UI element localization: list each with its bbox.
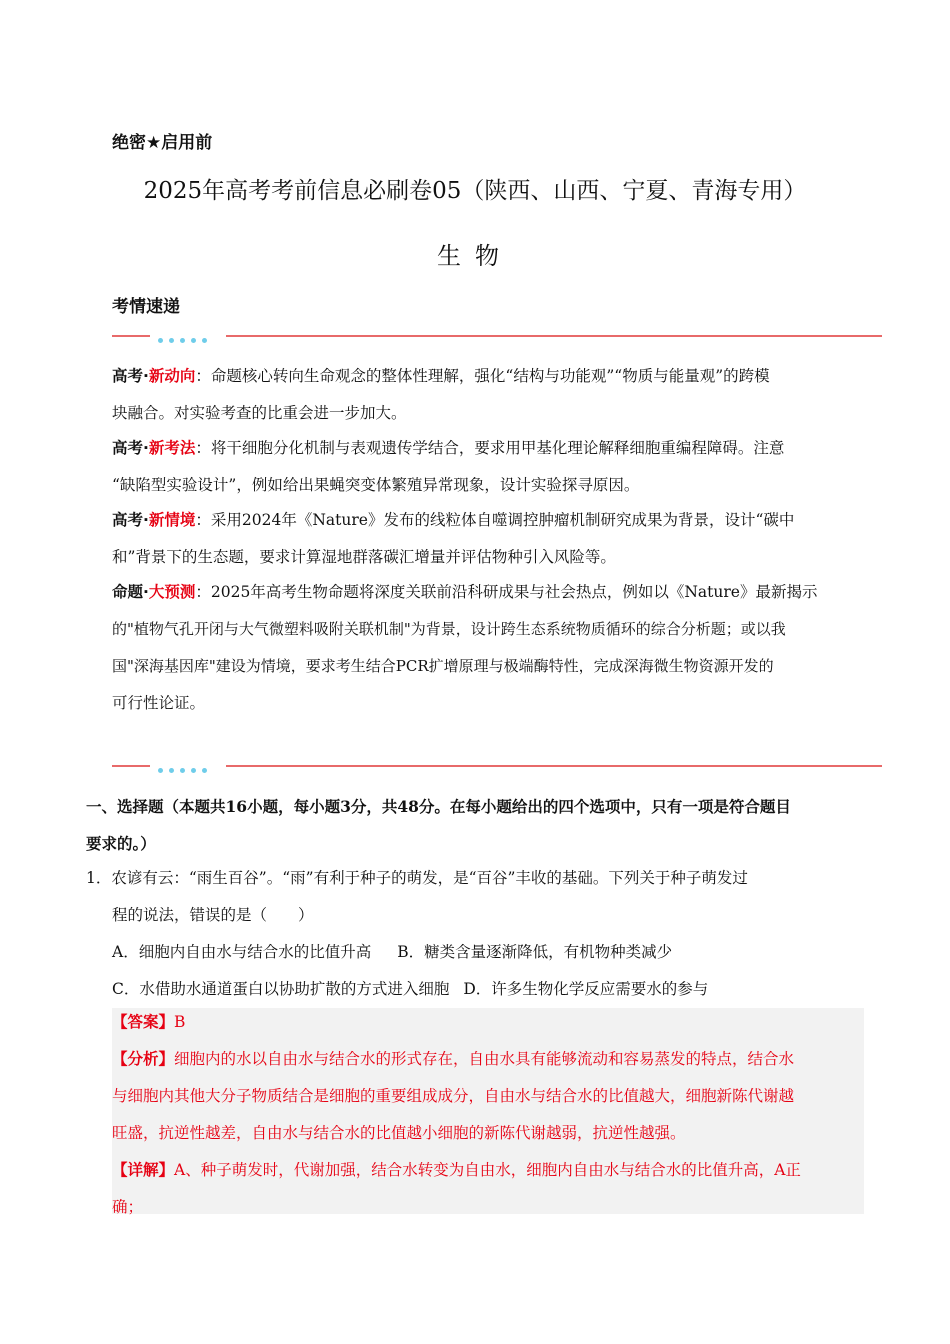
page-title: 2025年高考考前信息必刷卷05（陕西、山西、宁夏、青海专用） bbox=[143, 178, 807, 204]
item-prefix: 高考· bbox=[112, 367, 149, 385]
kaoqing-item-trend bbox=[112, 358, 872, 432]
item-text: “缺陷型实验设计”，例如给出果蝇突变体繁殖异常现象，设计实验探寻原因。 bbox=[112, 476, 640, 494]
item-text: 国"深海基因库"建设为情境，要求考生结合PCR扩增原理与极端酶特性，完成深海微生物资源开发的 bbox=[112, 657, 774, 675]
subject-title: 生物 bbox=[437, 242, 513, 270]
item-prefix: 高考· bbox=[112, 511, 149, 529]
kaoqing-heading: 考情速递 bbox=[112, 297, 180, 317]
question-number: 1． bbox=[86, 869, 112, 887]
option-a: A．细胞内自由水与结合水的比值升高 bbox=[112, 943, 372, 961]
analysis-tag: 【分析】 bbox=[112, 1050, 175, 1068]
secret-label: 绝密★启用前 bbox=[112, 133, 213, 153]
item-prefix: 命题· bbox=[112, 583, 149, 601]
options-row-1 bbox=[86, 934, 876, 971]
option-d: D．许多生物化学反应需要水的参与 bbox=[463, 980, 709, 998]
item-text: 将干细胞分化机制与表观遗传学结合，要求用甲基化理论解释细胞重编程障碍。注意 bbox=[210, 439, 785, 457]
answer-value: B bbox=[174, 1013, 186, 1031]
item-text: 可行性论证。 bbox=[112, 694, 206, 712]
item-text: 的"植物气孔开闭与大气微塑料吸附关联机制"为背景，设计跨生态系统物质循环的综合分析题；或以我 bbox=[112, 620, 786, 638]
item-colon: ： bbox=[195, 367, 211, 385]
section-heading: 一、选择题（本题共16小题，每小题3分，共48分。在每小题给出的四个选项中，只有一项是符合题目 要求的。） bbox=[86, 797, 791, 853]
detail-text: A、种子萌发时，代谢加强，结合水转变为自由水，细胞内自由水与结合水的比值升高，A正 bbox=[174, 1161, 801, 1179]
item-text: 和”背景下的生态题，要求计算湿地群落碳汇增量并评估物种引入风险等。 bbox=[112, 548, 616, 566]
item-text: 采用2024年《Nature》发布的线粒体自噬调控肿瘤机制研究成果为背景，设计“碳中 bbox=[210, 511, 795, 529]
kaoqing-item-method bbox=[112, 430, 872, 504]
detail-tag: 【详解】 bbox=[112, 1161, 175, 1179]
kaoqing-item-prediction bbox=[112, 574, 877, 722]
item-colon: ： bbox=[195, 439, 211, 457]
item-colon: ： bbox=[195, 511, 211, 529]
detail-text: 确； bbox=[112, 1198, 144, 1216]
question-1 bbox=[86, 860, 876, 1008]
question-stem: 农谚有云：“雨生百谷”。“雨”有利于种子的萌发，是“百谷”丰收的基础。下列关于种子萌发过 bbox=[111, 869, 748, 887]
section-divider bbox=[112, 760, 882, 772]
analysis-text: 与细胞内其他大分子物质结合是细胞的重要组成成分，自由水与结合水的比值越大，细胞新陈代谢越 bbox=[112, 1087, 795, 1105]
kaoqing-item-context bbox=[112, 502, 872, 576]
item-label: 新动向 bbox=[148, 367, 196, 385]
options-row-2 bbox=[86, 971, 876, 1008]
item-label: 新情境 bbox=[148, 511, 196, 529]
question-stem: 程的说法，错误的是（ ） bbox=[112, 906, 314, 924]
item-prefix: 高考· bbox=[112, 439, 149, 457]
item-text: 命题核心转向生命观念的整体性理解，强化“结构与功能观”“物质与能量观”的跨模 bbox=[210, 367, 770, 385]
option-c: C．水借助水通道蛋白以协助扩散的方式进入细胞 bbox=[112, 980, 450, 998]
section-divider bbox=[112, 330, 882, 342]
answer-content bbox=[112, 1004, 864, 1226]
item-colon: ： bbox=[195, 583, 211, 601]
option-b: B．糖类含量逐渐降低，有机物种类减少 bbox=[397, 943, 673, 961]
analysis-text: 旺盛，抗逆性越差，自由水与结合水的比值越小细胞的新陈代谢越弱，抗逆性越强。 bbox=[112, 1124, 686, 1142]
item-text: 块融合。对实验考查的比重会进一步加大。 bbox=[112, 404, 407, 422]
item-label: 新考法 bbox=[148, 439, 196, 457]
answer-tag: 【答案】 bbox=[112, 1013, 175, 1031]
item-label: 大预测 bbox=[148, 583, 196, 601]
analysis-text: 细胞内的水以自由水与结合水的形式存在，自由水具有能够流动和容易蒸发的特点，结合水 bbox=[174, 1050, 795, 1068]
item-text: 2025年高考生物命题将深度关联前沿科研成果与社会热点，例如以《Nature》最新揭示 bbox=[210, 583, 818, 601]
